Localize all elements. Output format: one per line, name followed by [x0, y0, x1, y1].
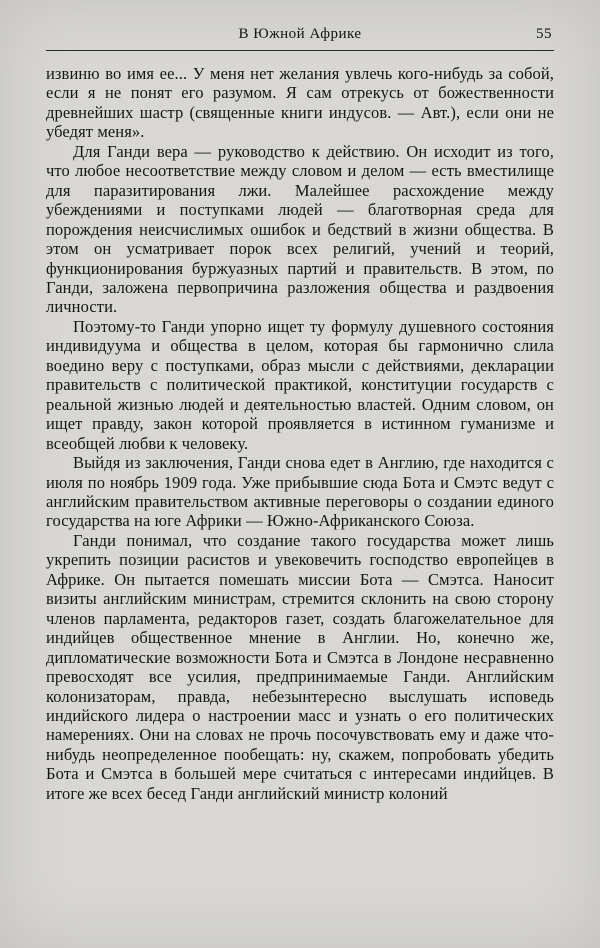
paragraph: Ганди понимал, что создание такого государства может лишь укрепить позиции расистов и увековечить господство европейцев в Африке. Он пытается помешать миссии Бота — Смэтса. Наносит визиты английским министрам, стремится склонить на свою сторону членов парламента, редакторов газет, создать благожелательное для индийцев общественное мнение в Англии. Но, конечно же, дипломатические возможности Бота и Смэтса в Лондоне несравненно превосходят все усилия, предпринимаемые Ганди. Английским колонизаторам, правда, небезынтересно выслушать исповедь индийского лидера о настроении масс и узнать о его политических намерениях. Они на словах не прочь посочувствовать ему и даже что-нибудь неопределенное пообещать: ну, скажем, попробовать убедить Бота и Смэтса в большей мере считаться с интересами индийцев. В итоге же всех бесед Ганди английский министр колоний	[46, 530, 554, 803]
page-header	[46, 26, 554, 46]
page-number: 55	[536, 26, 552, 42]
header-rule	[46, 50, 554, 51]
page-body	[46, 64, 554, 803]
paragraph-continuation: извиню во имя ее... У меня нет желания увлечь кого-нибудь за собой, если я не понят его разумом. Я сам отрекусь от божественности древнейших шастр (священные книги индусов. — Авт.), если они не убедят меня».	[46, 64, 554, 142]
running-head-title: В Южной Африке	[238, 26, 362, 42]
page-content	[46, 26, 554, 803]
paragraph: Для Ганди вера — руководство к действию. Он исходит из того, что любое несоответствие между словом и делом — есть вместилище для паразитирования лжи. Малейшее расхождение между убеждениями и поступками людей — благотворная среда для порождения неисчислимых ошибок и бедствий в жизни общества. В этом он усматривает порок всех религий, учений и теорий, функционирования буржуазных партий и правительств. В этом, по Ганди, заложена первопричина разложения общества и раздвоения личности.	[46, 141, 554, 317]
paragraph: Поэтому-то Ганди упорно ищет ту формулу душевного состояния индивидуума и общества в целом, которая бы гармонично слила воедино веру с поступками, образ мысли с действиями, декларации правительств с политической практикой, конституции государств с реальной жизнью людей и деятельностью властей. Одним словом, он ищет правду, закон которой проявляется в истинном гуманизме и всеобщей любви к человеку.	[46, 316, 554, 453]
paragraph: Выйдя из заключения, Ганди снова едет в Англию, где находится с июля по ноябрь 1909 года. Уже прибывшие сюда Бота и Смэтс ведут с английским правительством активные переговоры о создании единого государства на юге Африки — Южно-Африканского Союза.	[46, 453, 554, 531]
